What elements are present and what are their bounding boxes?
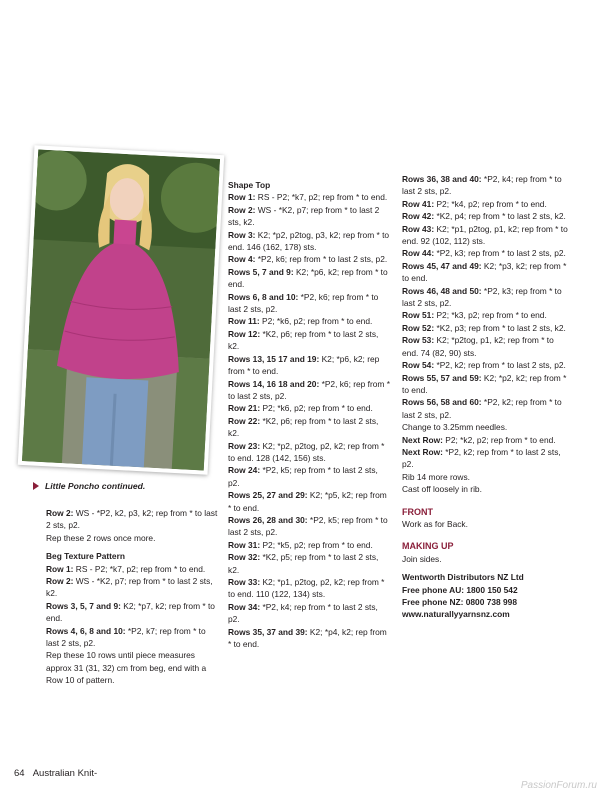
instruction-text: K2; *p6, k2; rep from * to end. bbox=[228, 266, 388, 290]
pattern-instruction bbox=[228, 576, 390, 601]
instruction-label: Row 1: bbox=[228, 192, 256, 203]
instruction-label: Row 51: bbox=[402, 310, 435, 321]
instruction-text: P2; *k3, p2; rep from * to end. bbox=[434, 310, 547, 321]
pattern-instruction bbox=[402, 608, 570, 620]
instruction-label: Row 43: bbox=[402, 223, 435, 234]
instruction-text: P2; *k2, p2; rep from * to end. bbox=[442, 434, 556, 445]
pattern-instruction bbox=[402, 210, 570, 222]
pattern-instruction bbox=[228, 489, 390, 514]
instruction-text: K2; *p2, k2; rep from * to end. bbox=[402, 372, 567, 395]
instruction-label: Row 11: bbox=[228, 316, 260, 327]
pattern-instruction bbox=[228, 539, 390, 551]
instruction-label: Rows 6, 8 and 10: bbox=[228, 291, 299, 302]
instruction-text: Change to 3.25mm needles. bbox=[402, 422, 508, 433]
pattern-instruction bbox=[402, 421, 570, 433]
pattern-instruction bbox=[228, 204, 390, 229]
instruction-label: Row 32: bbox=[228, 552, 261, 563]
instruction-text: K2; *p5, k2; rep from * to end. bbox=[228, 490, 387, 513]
instruction-text: *P2, k7; rep from * to last 2 sts, p2. bbox=[46, 625, 206, 649]
pattern-instruction bbox=[228, 626, 390, 651]
pattern-instruction bbox=[402, 483, 570, 495]
instruction-text: K2; *p3, k2; rep from * to end. bbox=[402, 260, 567, 284]
instruction-label: Rows 56, 58 and 60: bbox=[402, 397, 482, 408]
instruction-label: Row 24: bbox=[228, 465, 261, 476]
pattern-instruction bbox=[228, 464, 390, 489]
instruction-text: *K2, p4; rep from * to last 2 sts, k2. bbox=[434, 211, 566, 222]
section-title: FRONT bbox=[402, 506, 433, 517]
instruction-text: *P2, k2; rep from * to last 2 sts, p2. bbox=[402, 446, 561, 470]
instruction-text: *P2, k5; rep from * to last 2 sts, p2. bbox=[228, 465, 378, 488]
page-footer bbox=[14, 768, 97, 779]
pattern-instruction bbox=[402, 260, 570, 285]
pattern-instruction bbox=[228, 191, 390, 203]
model-photo bbox=[18, 145, 224, 475]
pattern-instruction bbox=[402, 198, 570, 210]
instruction-label: Row 41: bbox=[402, 198, 435, 209]
pattern-instruction bbox=[402, 359, 570, 371]
instruction-text: K2; *p2, p2tog, p2, k2; rep from * to end. 128 (142, 156) sts. bbox=[228, 440, 385, 463]
instruction-label: Rows 26, 28 and 30: bbox=[228, 514, 308, 525]
instruction-label: Rows 35, 37 and 39: bbox=[228, 626, 308, 637]
instruction-label: Rows 55, 57 and 59: bbox=[402, 372, 482, 383]
instruction-text: *P2, k2; rep from * to last 2 sts, p2. bbox=[402, 397, 562, 420]
pattern-instruction bbox=[228, 328, 390, 353]
instruction-text: Cast off loosely in rib. bbox=[402, 484, 482, 495]
pattern-instruction bbox=[228, 415, 390, 440]
pattern-column-2 bbox=[228, 173, 390, 650]
instruction-label: Rows 14, 16 18 and 20: bbox=[228, 378, 320, 389]
instruction-label: Rows 46, 48 and 50: bbox=[402, 285, 482, 296]
instruction-text: P2; *k5, p2; rep from * to end. bbox=[260, 539, 373, 550]
instruction-text: K2; *p1, p2tog, p1, k2; rep from * to end. 92 (102, 112) sts. bbox=[402, 223, 568, 247]
pattern-instruction bbox=[402, 553, 570, 565]
pattern-instruction bbox=[402, 584, 570, 596]
pattern-instruction bbox=[402, 471, 570, 483]
pattern-instruction bbox=[402, 372, 570, 397]
pattern-instruction bbox=[228, 353, 390, 378]
instruction-text: WS - *K2, p7; rep from * to last 2 sts, k2. bbox=[46, 576, 213, 599]
pattern-instruction bbox=[402, 434, 570, 446]
instruction-text: *P2, k6; rep from * to last 2 sts, p2. bbox=[255, 254, 388, 265]
poncho-photo-illustration bbox=[22, 149, 220, 470]
instruction-text: K2; *p7, k2; rep from * to end. bbox=[46, 600, 215, 624]
caption-arrow-icon bbox=[33, 482, 39, 490]
pattern-instruction bbox=[46, 600, 218, 625]
section-title: MAKING UP bbox=[402, 541, 454, 552]
pattern-instruction bbox=[228, 378, 390, 403]
pattern-instruction bbox=[402, 596, 570, 608]
pattern-instruction bbox=[402, 334, 570, 359]
instruction-label: Row 23: bbox=[228, 440, 261, 451]
pattern-instruction bbox=[402, 518, 570, 530]
instruction-text: *P2, k4; rep from * to last 2 sts, p2. bbox=[228, 601, 378, 625]
pattern-instruction bbox=[228, 402, 390, 414]
instruction-label: Rows 5, 7 and 9: bbox=[228, 266, 294, 277]
instruction-text: *P2, k5; rep from * to last 2 sts, p2. bbox=[228, 514, 388, 538]
pattern-instruction bbox=[46, 649, 218, 686]
instruction-label: Rows 36, 38 and 40: bbox=[402, 174, 482, 184]
instruction-text: WS - *K2, p7; rep from * to last 2 sts, k2. bbox=[228, 204, 380, 228]
instruction-text: *P2, k3; rep from * to last 2 sts, p2. bbox=[434, 248, 566, 259]
instruction-text: K2; *p6, k2; rep from * to end. bbox=[228, 353, 380, 377]
pattern-instruction bbox=[46, 563, 218, 575]
instruction-label: Row 12: bbox=[228, 328, 261, 339]
pattern-column-3 bbox=[402, 173, 570, 621]
instruction-label: Row 21: bbox=[228, 403, 261, 414]
instruction-label: Row 53: bbox=[402, 335, 435, 346]
pattern-instruction bbox=[46, 532, 218, 544]
instruction-label: Row 31: bbox=[228, 539, 261, 550]
pattern-instruction bbox=[402, 309, 570, 321]
photo-caption-text: Little Poncho continued. bbox=[45, 481, 146, 491]
instruction-label: Row 22: bbox=[228, 415, 261, 426]
instruction-label: Row 4: bbox=[228, 254, 256, 265]
pattern-column-1 bbox=[46, 507, 218, 687]
instruction-label: Wentworth Distributors NZ Ltd bbox=[402, 572, 524, 583]
page-number: 64 bbox=[14, 768, 25, 779]
instruction-text: K2; *p1, p2tog, p2, k2; rep from * to end. 110 (122, 134) sts. bbox=[228, 577, 385, 600]
instruction-label: Row 2: bbox=[46, 508, 74, 518]
section-heading: Shape Top bbox=[228, 180, 271, 190]
pattern-instruction bbox=[228, 266, 390, 291]
instruction-text: K2; *p4, k2; rep from * to end. bbox=[228, 626, 387, 650]
pattern-instruction bbox=[46, 575, 218, 600]
instruction-label: Row 44: bbox=[402, 248, 435, 259]
pattern-instruction bbox=[228, 551, 390, 576]
instruction-text: *P2, k6; rep from * to last 2 sts, p2. bbox=[228, 291, 379, 315]
instruction-text: Work as for Back. bbox=[402, 518, 468, 529]
instruction-label: Rows 45, 47 and 49: bbox=[402, 260, 482, 271]
instruction-text: *K2, p3; rep from * to last 2 sts, k2. bbox=[434, 322, 566, 333]
pattern-instruction bbox=[402, 247, 570, 259]
instruction-text: K2; *p2tog, p1, k2; rep from * to end. 74 (82, 90) sts. bbox=[402, 335, 554, 358]
pattern-instruction bbox=[228, 601, 390, 626]
pattern-instruction bbox=[228, 440, 390, 465]
instruction-label: Row 42: bbox=[402, 211, 435, 222]
pattern-instruction bbox=[402, 173, 570, 198]
instruction-text: *K2, p5; rep from * to last 2 sts, k2. bbox=[228, 552, 379, 575]
instruction-label: Rows 4, 6, 8 and 10: bbox=[46, 625, 126, 636]
instruction-text: *P2, k4; rep from * to last 2 sts, p2. bbox=[402, 174, 562, 197]
pattern-instruction bbox=[46, 625, 218, 650]
magazine-name: Australian Knit- bbox=[32, 768, 98, 779]
instruction-text: *K2, p6; rep from * to last 2 sts, k2. bbox=[228, 415, 379, 439]
instruction-text: RS - P2; *k7, p2; rep from * to end. bbox=[73, 563, 206, 574]
instruction-text: Rep these 10 rows until piece measures approx 31 (31, 32) cm from beg, end with a Row 10 of pattern. bbox=[46, 650, 207, 686]
instruction-label: Row 3: bbox=[228, 229, 256, 240]
instruction-text: P2; *k6, p2; rep from * to end. bbox=[260, 403, 373, 414]
instruction-label: Free phone NZ: 0800 738 998 bbox=[402, 597, 517, 607]
instruction-text: K2; *p2, p2tog, p3, k2; rep from * to end. 146 (162, 178) sts. bbox=[228, 229, 390, 253]
pattern-instruction bbox=[228, 253, 390, 265]
pattern-instruction bbox=[402, 285, 570, 310]
instruction-label: Row 2: bbox=[228, 204, 256, 215]
instruction-label: Free phone AU: 1800 150 542 bbox=[402, 584, 518, 595]
instruction-text: *P2, k6; rep from * to last 2 sts, p2. bbox=[228, 378, 390, 401]
instruction-label: Next Row: bbox=[402, 446, 443, 457]
pattern-instruction bbox=[402, 223, 570, 248]
pattern-instruction bbox=[228, 229, 390, 254]
instruction-label: Rows 13, 15 17 and 19: bbox=[228, 353, 320, 364]
watermark: PassionForum.ru bbox=[520, 780, 597, 791]
instruction-label: www.naturallyyarnsnz.com bbox=[402, 609, 510, 620]
pattern-instruction bbox=[402, 322, 570, 334]
pattern-instruction bbox=[228, 514, 390, 539]
instruction-text: *K2, p6; rep from * to last 2 sts, k2. bbox=[228, 328, 379, 352]
pattern-instruction bbox=[402, 396, 570, 421]
instruction-label: Rows 3, 5, 7 and 9: bbox=[46, 600, 121, 611]
instruction-text: WS - *P2, k2, p3, k2; rep from * to last 2 sts, p2. bbox=[46, 508, 218, 531]
pattern-instruction bbox=[228, 291, 390, 316]
pattern-instruction bbox=[228, 315, 390, 327]
instruction-text: *P2, k2; rep from * to last 2 sts, p2. bbox=[434, 360, 566, 371]
section-heading: Beg Texture Pattern bbox=[46, 551, 125, 562]
instruction-label: Next Row: bbox=[402, 434, 443, 445]
instruction-text: *P2, k3; rep from * to last 2 sts, p2. bbox=[402, 285, 562, 309]
instruction-text: RS - P2; *k7, p2; rep from * to end. bbox=[255, 192, 388, 203]
instruction-label: Rows 25, 27 and 29: bbox=[228, 490, 308, 501]
pattern-instruction bbox=[402, 446, 570, 471]
instruction-text: P2; *k4, p2; rep from * to end. bbox=[434, 198, 547, 209]
instruction-label: Row 2: bbox=[46, 576, 74, 587]
instruction-label: Row 52: bbox=[402, 322, 435, 333]
instruction-text: Rep these 2 rows once more. bbox=[46, 532, 156, 543]
instruction-text: P2; *k6, p2; rep from * to end. bbox=[259, 316, 373, 327]
instruction-text: Join sides. bbox=[402, 553, 442, 564]
pattern-instruction bbox=[402, 571, 570, 583]
pattern-instruction bbox=[46, 507, 218, 532]
photo-caption bbox=[33, 481, 145, 491]
instruction-label: Row 54: bbox=[402, 360, 435, 371]
instruction-label: Row 34: bbox=[228, 601, 261, 612]
instruction-text: Rib 14 more rows. bbox=[402, 471, 470, 482]
instruction-label: Row 1: bbox=[46, 563, 74, 574]
instruction-label: Row 33: bbox=[228, 577, 261, 587]
